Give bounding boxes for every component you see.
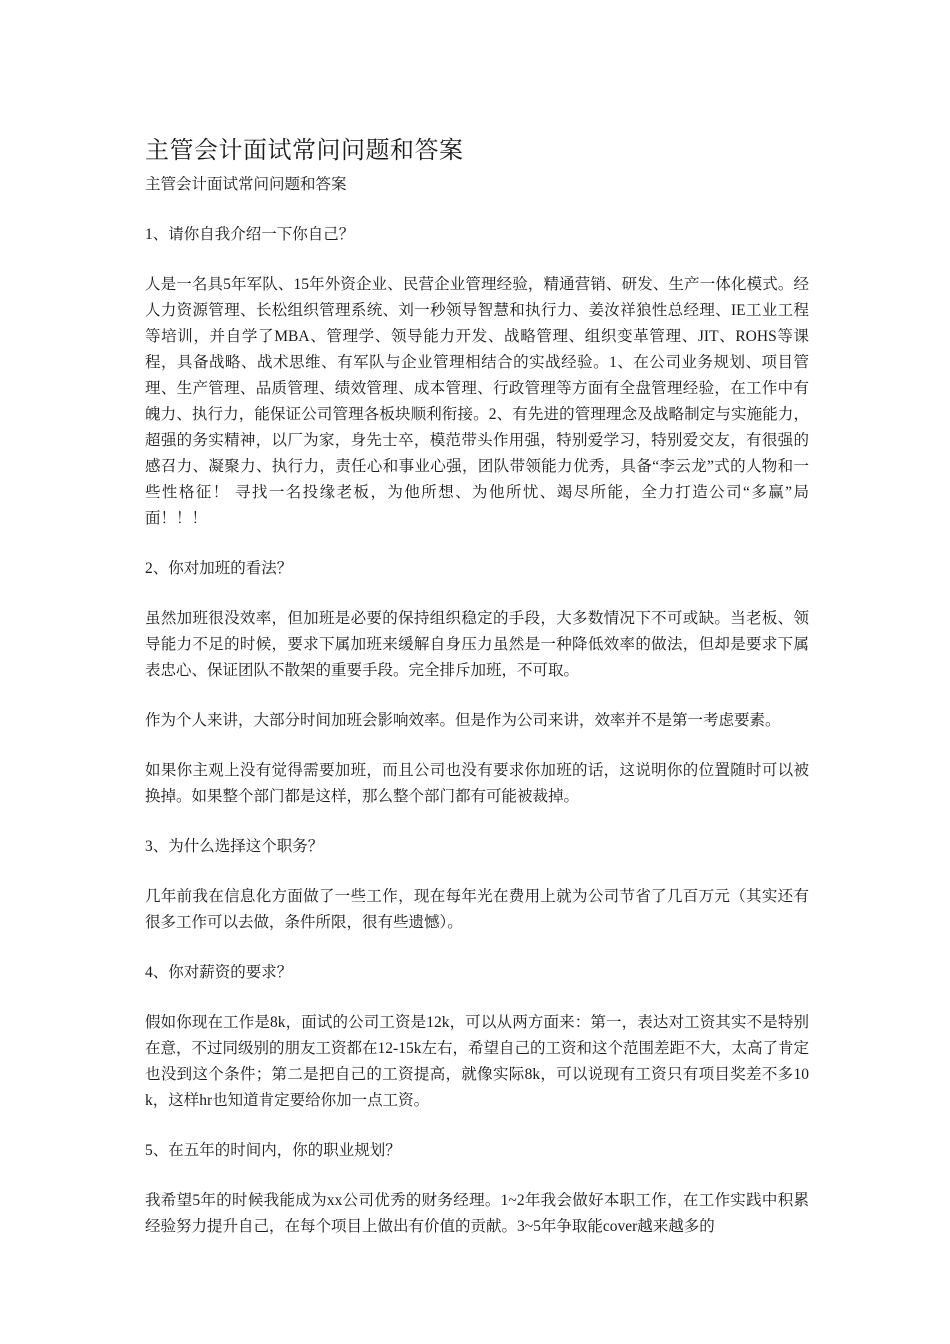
question-heading: 1、请你自我介绍一下你自己？: [145, 226, 355, 243]
question-heading: 2、你对加班的看法？: [145, 560, 293, 577]
answer-paragraph: 如果你主观上没有觉得需要加班，而且公司也没有要求你加班的话，这说明你的位置随时可以被换掉。如果整个部门都是这样，那么整个部门都有可能被裁掉。: [145, 762, 809, 805]
answer-paragraph: 我希望5年的时候我能成为xx公司优秀的财务经理。1~2年我会做好本职工作，在工作实践中积累经验努力提升自己，在每个项目上做出有价值的贡献。3~5年争取能cover越来越多的: [145, 1192, 809, 1235]
answer-paragraph: 几年前我在信息化方面做了一些工作，现在每年光在费用上就为公司节省了几百万元（其实还有很多工作可以去做，条件所限，很有些遗憾）。: [145, 888, 809, 931]
question-heading: 4、你对薪资的要求？: [145, 964, 293, 981]
answer-paragraph: 人是一名具5年军队、15年外资企业、民营企业管理经验，精通营销、研发、生产一体化模式。经人力资源管理、长松组织管理系统、刘一秒领导智慧和执行力、姜汝祥狼性总经理、IE工业工程等培训，并自学了MBA、管理学、领导能力开发、战略管理、组织变革管理、JIT、ROHS等课程，具备战略、战术思维、有军队与企业管理相结合的实战经验。1、在公司业务规划、项目管理、生产管理、品质管理、绩效管理、成本管理、行政管理等方面有全盘管理经验，在工作中有魄力、执行力，能保证公司管理各板块顺利衔接。2、有先进的管理理念及战略制定与实施能力，超强的务实精神，以厂为家，身先士卒，模范带头作用强，特别爱学习，特别爱交友，有很强的感召力、凝聚力、执行力，责任心和事业心强，团队带领能力优秀，具备“李云龙”式的人物和一些性格征！ 寻找一名投缘老板，为他所想、为他所忧、竭尽所能，全力打造公司“多赢”局面！！！: [145, 276, 809, 527]
answer-paragraph: 作为个人来讲，大部分时间加班会影响效率。但是作为公司来讲，效率并不是第一考虑要素。: [145, 712, 781, 729]
document-subtitle: 主管会计面试常问问题和答案: [145, 176, 347, 193]
question-heading: 3、为什么选择这个职务？: [145, 838, 324, 855]
answer-paragraph: 假如你现在工作是8k，面试的公司工资是12k，可以从两方面来：第一，表达对工资其实不是特别在意，不过同级别的朋友工资都在12-15k左右，希望自己的工资和这个范围差距不大，太高了肯定也没到这个条件；第二是把自己的工资提高，就像实际8k，可以说现有工资只有项目奖差不多10k，这样hr也知道肯定要给你加一点工资。: [145, 1014, 809, 1109]
document-title: 主管会计面试常问问题和答案: [145, 138, 464, 164]
document-body: [145, 131, 809, 1240]
answer-paragraph: 虽然加班很没效率，但加班是必要的保持组织稳定的手段，大多数情况下不可或缺。当老板、领导能力不足的时候，要求下属加班来缓解自身压力虽然是一种降低效率的做法，但却是要求下属表忠心、保证团队不散架的重要手段。完全排斥加班，不可取。: [145, 610, 809, 679]
question-heading: 5、在五年的时间内，你的职业规划？: [145, 1142, 401, 1159]
